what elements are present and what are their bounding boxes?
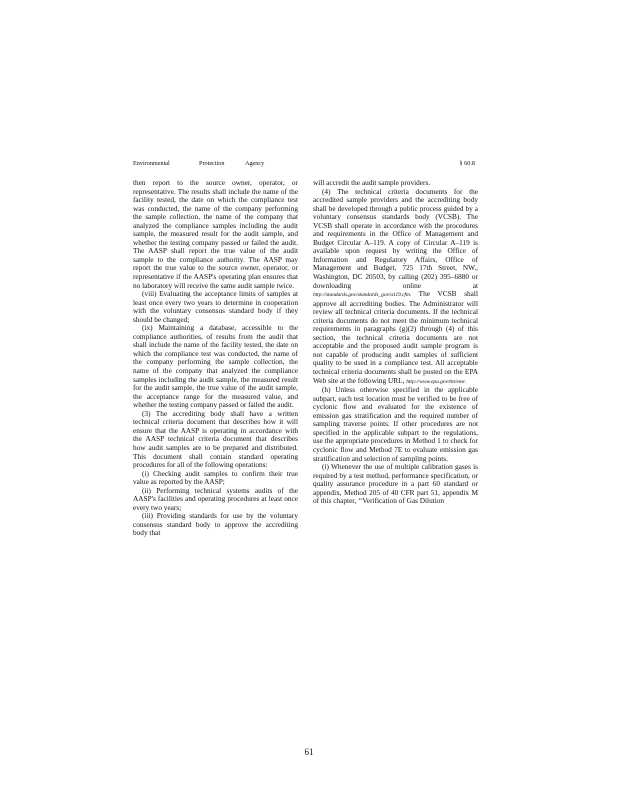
paragraph-i: (i) Checking audit samples to confirm their true value as reported by the AASP; xyxy=(133,468,298,487)
right-text-column xyxy=(313,179,478,506)
header-agency-word-1: Environmental xyxy=(133,160,170,167)
header-agency-word-2: Protection xyxy=(199,160,225,167)
paragraph-h: (h) Unless otherwise specified in the applicable subpart, each test location must be verified to be free of cyclonic flow and evaluated for the existence of emission gas stratification and the required number of sampling traverse points. If other procedures are not specified in the applicable subpart to the regulations, use the appropriate procedures in Method 1 to check for cyclonic flow and Method 7E to evaluate emission gas stratification and selection of sampling points. xyxy=(313,385,478,463)
header-agency-word-3: Agency xyxy=(245,160,265,167)
paragraph-4-text-b: The VCSB shall approve all accrediting bodies. The Administrator will review all technical criteria documents. If the technical criteria documents do not meet the minimum technical requirements in paragraphs (g)(2) through (4) of this section, the technical criteria documents are not acceptable and the proposed audit sample program is not capable of producing audit samples of sufficient quality to be used in a compliance test. All acceptable technical criteria documents shall be posted on the EPA Web site at the following URL, xyxy=(313,289,478,385)
paragraph-iii: (iii) Providing standards for use by the voluntary consensus standard body to approve the accrediting body that xyxy=(133,511,298,538)
paragraph-4 xyxy=(313,188,478,387)
paragraph-ii: (ii) Performing technical systems audits of the AASP's facilities and operating procedures at least once every two years; xyxy=(133,485,298,512)
paragraph-audit-report: then report to the source owner, operator, or representative. The results shall include the name of the facility tested, the date on which the compliance test was conducted, the name of the company performing the sample collection, the name of the company that analyzed the compliance samples including the audit sample, the measured result for the audit sample, and whether the testing company passed or failed the audit. The AASP shall report the true value of the audit sample to the compliance authority. The AASP may report the true value to the source owner, operator, or representative if the AASP's operating plan ensures that no laboratory will receive the same audit sample twice. xyxy=(133,178,298,290)
paragraph-viii: (viii) Evaluating the acceptance limits of samples at least once every two years to determine in cooperation with the voluntary consensus standard body if they should be changed; xyxy=(133,289,298,324)
paragraph-3: (3) The accrediting body shall have a written technical criteria document that describes how it will ensure that the AASP is operating in accordance with the AASP technical criteria document that describes how audit samples are to be prepared and distributed. This document shall contain standard operating procedures for all of the following operations: xyxy=(133,408,298,470)
paragraph-ix: (ix) Maintaining a database, accessible to the compliance authorities, of results from the audit that shall include the name of the facility tested, the date on which the compliance test was conducted, the name of the company performing the sample collection, the name of the company that analyzed the compliance samples including the audit sample, the measured result for the audit sample, the true value of the audit sample, the acceptance range for the measured value, and whether the testing company passed or failed the audit. xyxy=(133,323,298,410)
paragraph-4-text-a: (4) The technical criteria documents for the accredited sample providers and the accrediting body shall be developed through a public process guided by a voluntary consensus standards body (VCSB). The VCSB shall operate in accordance with the procedures and requirements in the Office of Management and Budget Circular A–119. A copy of Circular A–119 is available upon request by writing the Office of Information and Regulatory Affairs, Office of Management and Budget, 725 17th Street, NW., Washington, DC 20503, by calling (202) 395–6880 or downloading online at xyxy=(313,186,478,290)
page-number: 61 xyxy=(304,747,314,757)
paragraph-continued: will accredit the audit sample providers. xyxy=(313,178,431,187)
running-header xyxy=(133,159,475,169)
header-section-number: § 60.8 xyxy=(459,160,475,167)
left-text-column xyxy=(133,179,298,538)
paragraph-i-calibration: (i) Whenever the use of multiple calibration gases is required by a test method, performance specification, or quality assurance procedure in a part 60 standard or appendix, Method 205 of 40 CFR part 51, appendix M of this chapter, ‘‘Verification of Gas Dilution xyxy=(313,462,478,506)
circular-url-link[interactable]: http://standards.gov/standards_gov/a119.cfm. xyxy=(313,292,412,299)
epa-url-link[interactable]: http://www.epa.gov/ttn/emc. xyxy=(406,378,467,385)
